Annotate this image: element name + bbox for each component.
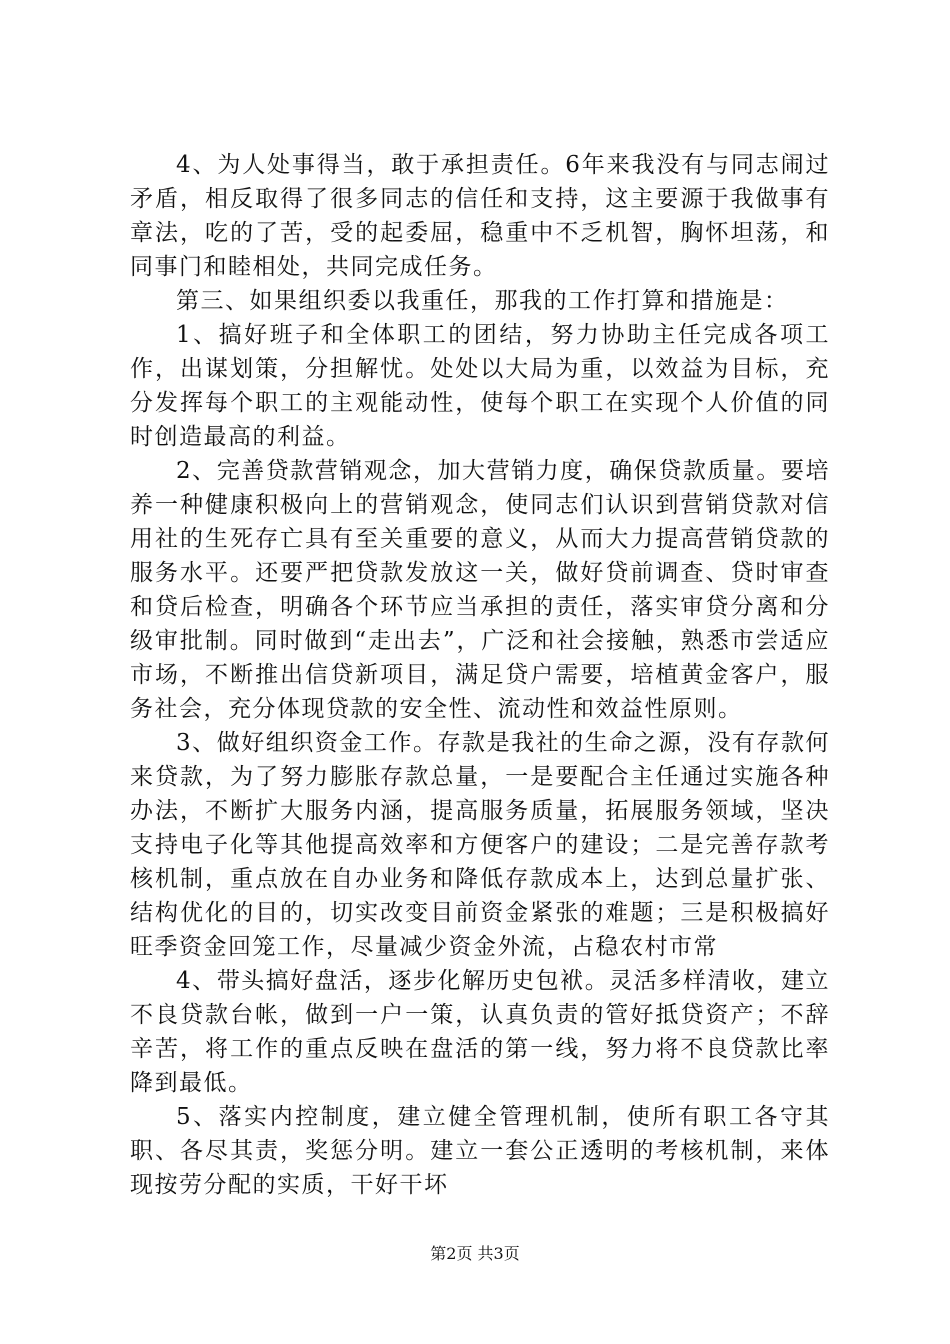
paragraph-item-4-conduct: 4、为人处事得当，敢于承担责任。6年来我没有与同志闹过矛盾，相反取得了很多同志的信任和支持，这主要源于我做事有章法，吃的了苦，受的起委屈，稳重中不乏机智，胸怀坦荡，和同事门和睦相处，共同完成任务。 bbox=[130, 152, 830, 280]
page-footer: 第2页 共3页 bbox=[430, 1244, 520, 1263]
paragraph-section-three-heading: 第三、如果组织委以我重任，那我的工作打算和措施是： bbox=[176, 288, 789, 314]
paragraph-plan-5: 5、落实内控制度，建立健全管理机制，使所有职工各守其职、各尽其责，奖惩分明。建立一套公正透明的考核机制，来体现按劳分配的实质，干好干坏 bbox=[130, 1104, 830, 1198]
paragraph-plan-3: 3、做好组织资金工作。存款是我社的生命之源，没有存款何来贷款，为了努力膨胀存款总量，一是要配合主任通过实施各种办法，不断扩大服务内涵，提高服务质量，拓展服务领域，坚决支持电子化等其他提高效率和方便客户的建设；二是完善存款考核机制，重点放在自办业务和降低存款成本上，达到总量扩张、结构优化的目的，切实改变目前资金紧张的难题；三是积极搞好旺季资金回笼工作，尽量减少资金外流，占稳农村市常 bbox=[130, 730, 830, 960]
paragraph-plan-4: 4、带头搞好盘活，逐步化解历史包袱。灵活多样清收，建立不良贷款台帐，做到一户一策，认真负责的管好抵贷资产；不辞辛苦，将工作的重点反映在盘活的第一线，努力将不良贷款比率降到最低。 bbox=[130, 968, 830, 1096]
document-body bbox=[130, 148, 830, 1202]
paragraph-plan-1: 1、搞好班子和全体职工的团结，努力协助主任完成各项工作，出谋划策，分担解忧。处处以大局为重，以效益为目标，充分发挥每个职工的主观能动性，使每个职工在实现个人价值的同时创造最高的利益。 bbox=[130, 322, 830, 450]
paragraph-plan-2: 2、完善贷款营销观念，加大营销力度，确保贷款质量。要培养一种健康积极向上的营销观念，使同志们认识到营销贷款对信用社的生死存亡具有至关重要的意义，从而大力提高营销贷款的服务水平。还要严把贷款发放这一关，做好贷前调查、贷时审查和贷后检查，明确各个环节应当承担的责任，落实审贷分离和分级审批制。同时做到“走出去”，广泛和社会接触，熟悉市尝适应市场，不断推出信贷新项目，满足贷户需要，培植黄金客户，服务社会，充分体现贷款的安全性、流动性和效益性原则。 bbox=[130, 458, 830, 722]
